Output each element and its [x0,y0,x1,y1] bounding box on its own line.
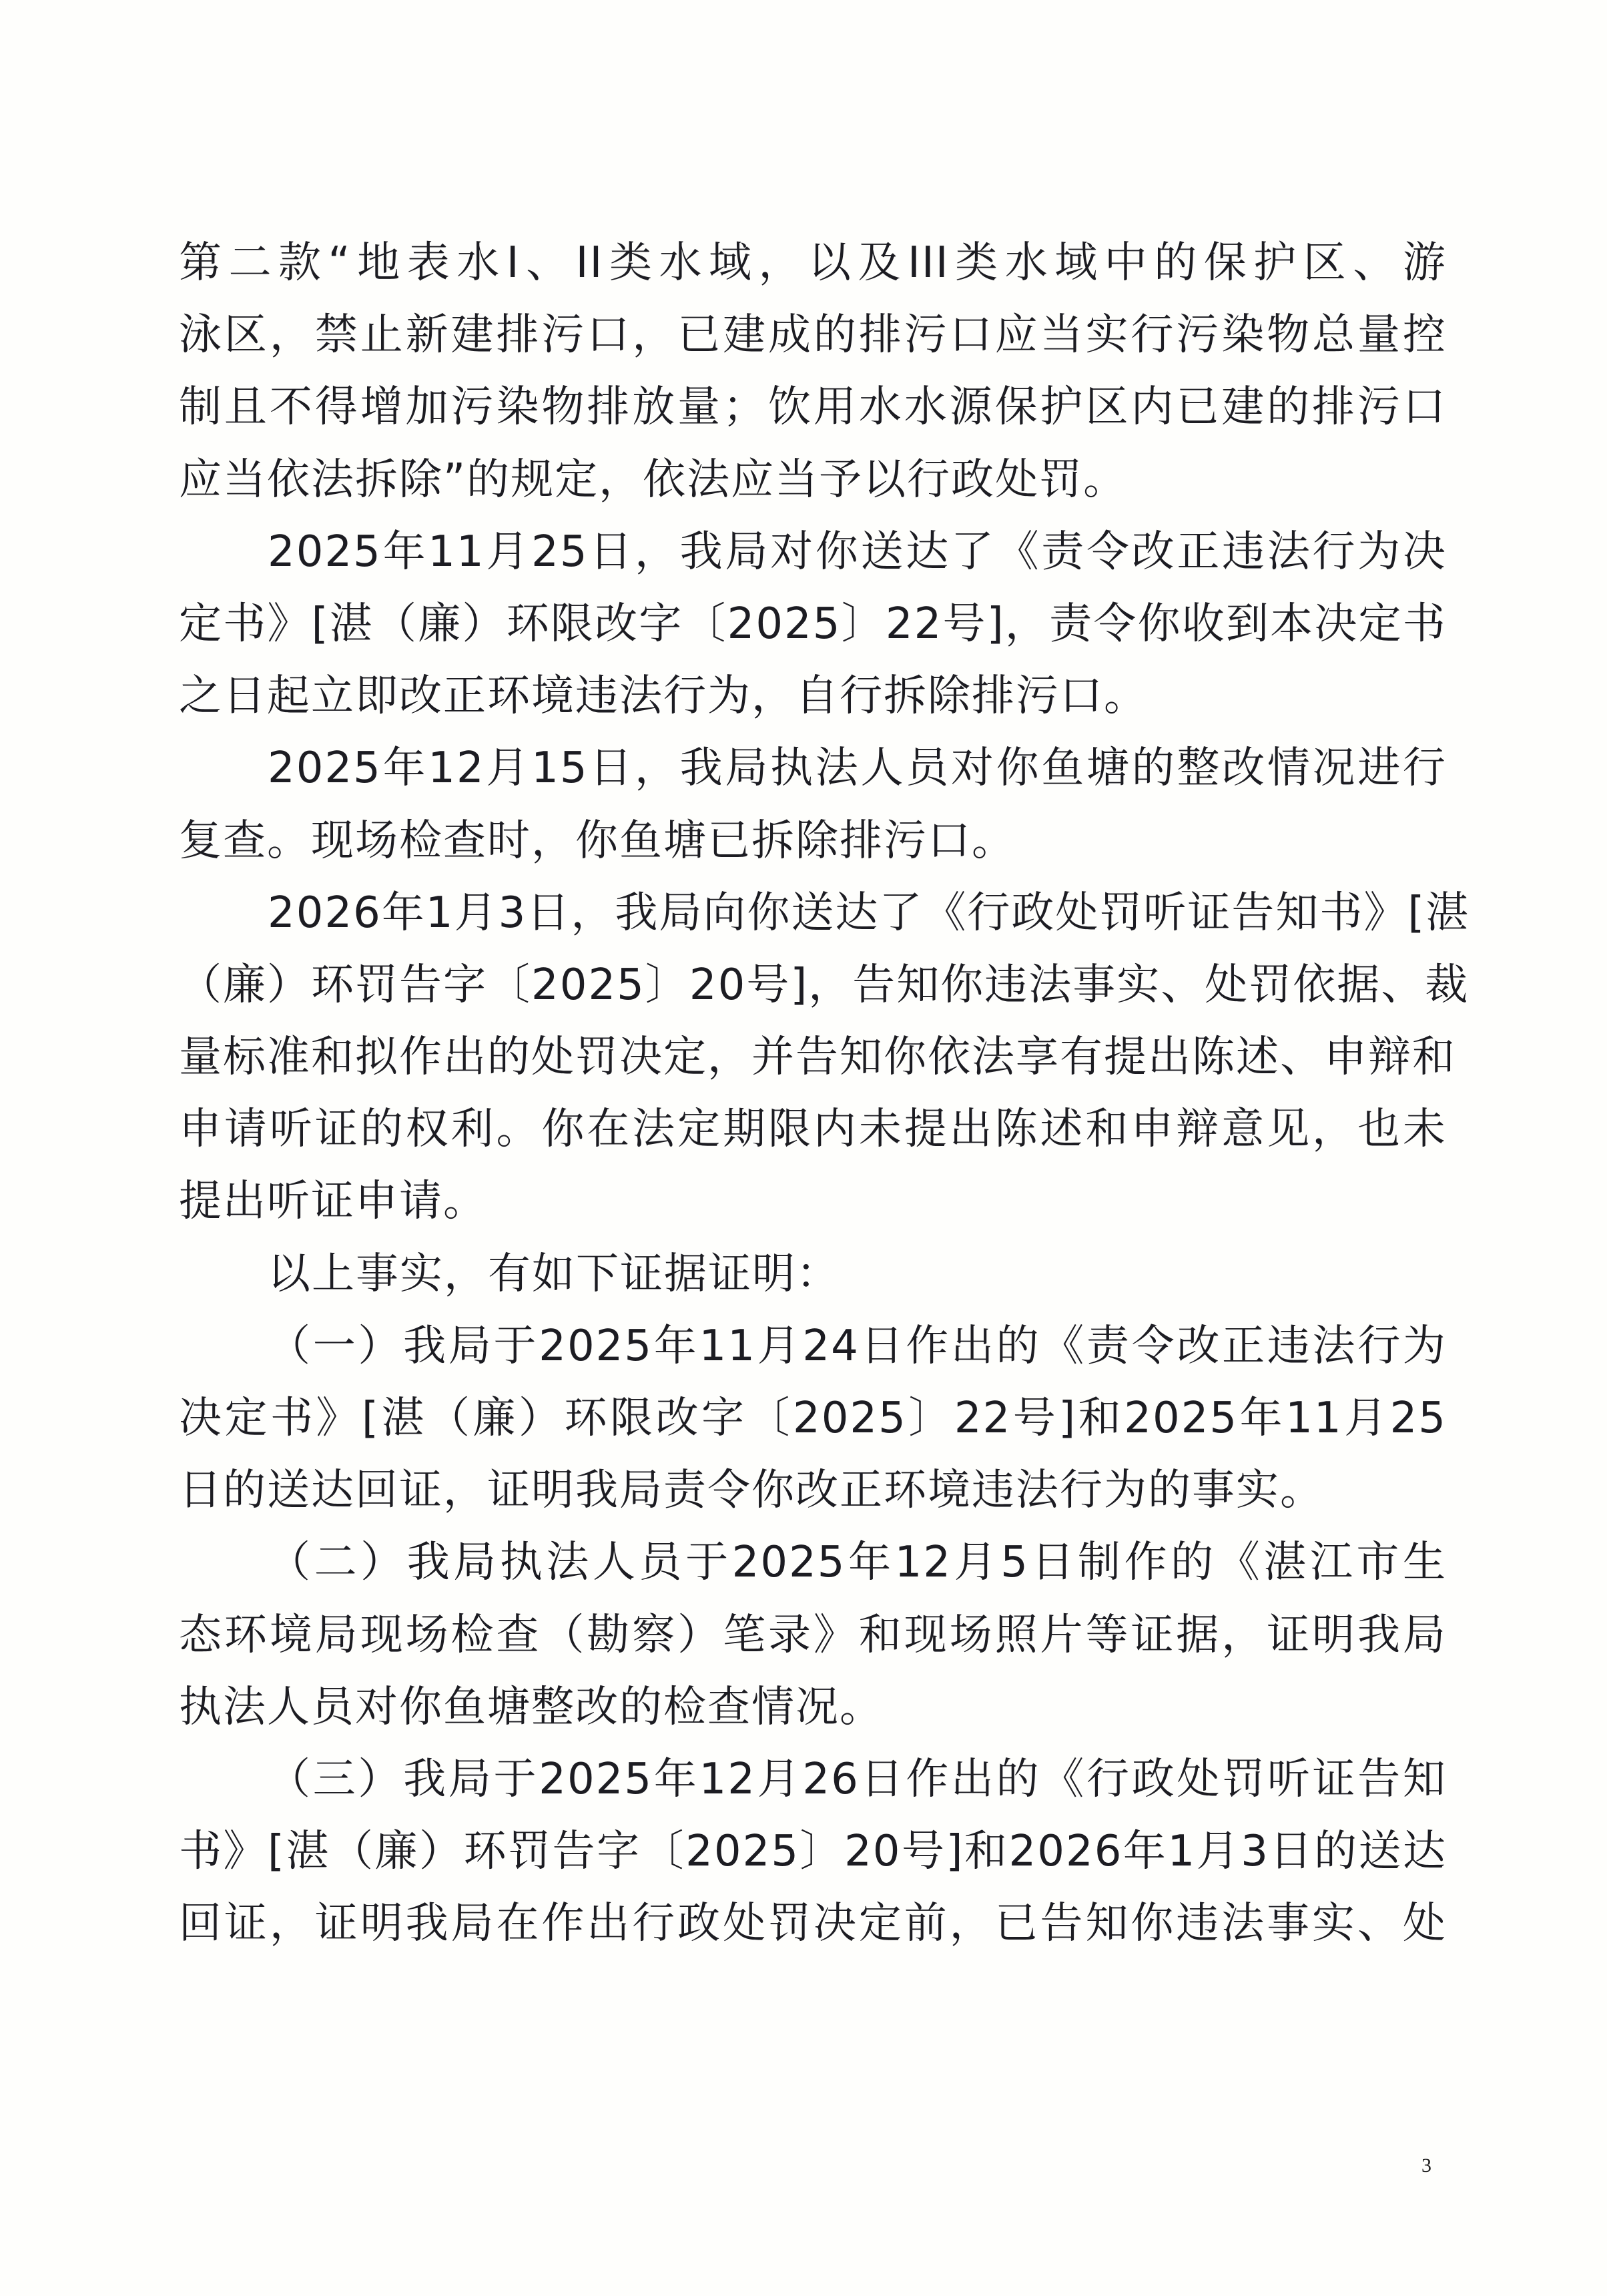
document-body [179,227,1470,1960]
text-line: （ 廉 ） 环 罚 告 字 〔 2025 〕 20 号 ] ， 告 知 你 违 法 事 实 、 处 罚 依 据 、 裁 [179,960,1470,1010]
text-line: 执法人员对你鱼塘整改的检查情况。 [179,1682,884,1732]
text-line: 第 二 款 “ 地 表 水 I 、 II 类 水 域 ， 以 及 III 类 水 域 中 的 保 护 区 、 游 [179,238,1447,288]
paragraph-law-clause [179,227,1447,516]
text-line: 2025 年 11 月 25 日 ， 我 局 对 你 送 达 了 《 责 令 改 正 违 法 行 为 决 [268,527,1447,577]
text-line: 决 定 书 》 [ 湛 （ 廉 ） 环 限 改 字 〔 2025 〕 22 号 ] 和 2025 年 11 月 25 [179,1394,1447,1443]
text-line: 之日起立即改正环境违法行为，自行拆除排污口。 [179,671,1148,722]
text-line: 量 标 准 和 拟 作 出 的 处 罚 决 定 ， 并 告 知 你 依 法 享 有 提 出 陈 述 、 申 辩 和 [179,1033,1456,1083]
text-line: 应当依法拆除”的规定，依法应当予以行政处罚。 [179,455,1128,505]
paragraph-order-delivered [179,516,1447,733]
text-line: 提出听证申请。 [179,1177,487,1227]
paragraph-reinspection [179,732,1447,876]
text-line: 态 环 境 局 现 场 检 查 （ 勘 察 ） 笔 录 》 和 现 场 照 片 等 证 据 ， 证 明 我 局 [179,1610,1447,1660]
text-line: 回 证 ， 证 明 我 局 在 作 出 行 政 处 罚 决 定 前 ， 已 告 知 你 违 法 事 实 、 处 [179,1899,1447,1949]
text-line: 申 请 听 证 的 权 利 。 你 在 法 定 期 限 内 未 提 出 陈 述 和 申 辩 意 见 ， 也 未 [179,1105,1447,1155]
paragraph-hearing-notice [179,877,1470,1238]
text-line: 泳 区 ， 禁 止 新 建 排 污 口 ， 已 建 成 的 排 污 口 应 当 实 行 污 染 物 总 量 控 [179,310,1447,360]
paragraph-evidence-1 [179,1310,1447,1527]
text-line: 复查。现场检查时，你鱼塘已拆除排污口。 [179,816,1016,866]
text-line: 定 书 》 [ 湛 （ 廉 ） 环 限 改 字 〔 2025 〕 22 号 ] ， 责 令 你 收 到 本 决 定 书 [179,599,1447,649]
text-line: 2026 年 1 月 3 日 ， 我 局 向 你 送 达 了 《 行 政 处 罚 听 证 告 知 书 》 [ 湛 [268,888,1470,938]
text-line: 书 》 [ 湛 （ 廉 ） 环 罚 告 字 〔 2025 〕 20 号 ] 和 2026 年 1 月 3 日 的 送 达 [179,1827,1447,1877]
page-number: 3 [1421,2155,1431,2177]
paragraph-evidence-2 [179,1526,1447,1743]
text-line: 2025 年 12 月 15 日 ， 我 局 执 法 人 员 对 你 鱼 塘 的 整 改 情 况 进 行 [268,744,1447,794]
text-line: 制 且 不 得 增 加 污 染 物 排 放 量 ； 饮 用 水 水 源 保 护 区 内 已 建 的 排 污 口 [179,382,1447,433]
paragraph-evidence-intro [179,1238,1447,1310]
text-line: 日的送达回证，证明我局责令你改正环境违法行为的事实。 [179,1466,1324,1516]
text-line: 以上事实，有如下证据证明： [268,1249,840,1299]
text-line: （ 一 ） 我 局 于 2025 年 11 月 24 日 作 出 的 《 责 令 改 正 违 法 行 为 [268,1321,1447,1371]
text-line: （ 二 ） 我 局 执 法 人 员 于 2025 年 12 月 5 日 制 作 的 《 湛 江 市 生 [268,1538,1447,1588]
text-line: （ 三 ） 我 局 于 2025 年 12 月 26 日 作 出 的 《 行 政 处 罚 听 证 告 知 [268,1754,1447,1804]
paragraph-evidence-3 [179,1743,1447,1960]
